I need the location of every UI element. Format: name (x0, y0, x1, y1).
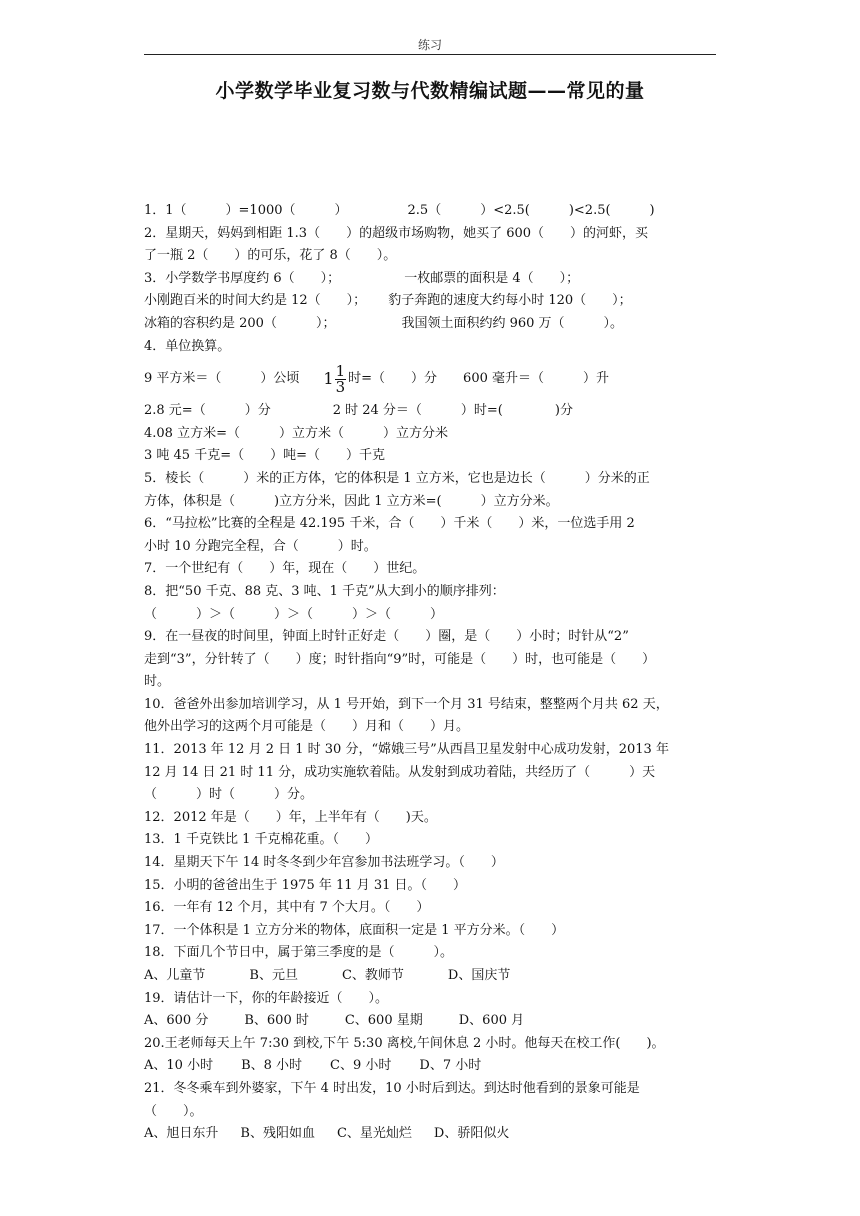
q3-part-4: 豹子奔跑的速度大约每小时 120（ ）； (388, 293, 632, 309)
question-3-line-2 (144, 290, 718, 313)
question-9-line-1: 9．在一昼夜的时间里，钟面上时针正好走（ ）圈，是（ ）小时；时针从“2” (144, 629, 629, 645)
question-11-line-2: 12 月 14 日 21 时 11 分，成功实施软着陆。从发射到成功着陆，共经历了（ ）天 (144, 764, 656, 780)
q21-option-b: B、残阳如血 (240, 1126, 315, 1142)
q4b-part-2: 2 时 24 分＝（ ）时=( )分 (332, 403, 573, 419)
q19-option-b: B、600 时 (244, 1013, 309, 1029)
question-20: 20.王老师每天上午 7:30 到校,下午 5:30 离校,午间休息 2 小时。他每天在校工作( )。 (144, 1035, 665, 1051)
q20-option-d: D、7 小时 (419, 1058, 482, 1074)
question-14: 14．星期天下午 14 时冬冬到少年宫参加书法班学习。（ ） (144, 855, 504, 871)
question-7: 7．一个世纪有（ ）年，现在（ ）世纪。 (144, 561, 426, 577)
question-6-line-2: 小时 10 分跑完全程，合（ ）时。 (144, 538, 377, 554)
question-17: 17．一个体积是 1 立方分米的物体，底面积一定是 1 平方分米。（ ） (144, 922, 565, 938)
q20-option-b: B、8 小时 (241, 1058, 303, 1074)
question-4-line-4: 3 吨 45 千克=（ ）吨=（ ）千克 (144, 448, 385, 464)
q19-option-a: A、600 分 (144, 1013, 209, 1029)
question-18: 18．下面几个节日中，属于第三季度的是（ ）。 (144, 945, 454, 961)
question-body (144, 200, 718, 1146)
mixed-fraction-whole: 1 (323, 368, 334, 388)
q1-part-2: 2.5（ ）<2.5( )<2.5( ) (407, 203, 655, 218)
question-5-line-1: 5．棱长（ ）米的正方体，它的体积是 1 立方米，它也是边长（ ）分米的正 (144, 470, 650, 486)
question-10-line-2: 他外出学习的这两个月可能是（ ）月和（ ）月。 (144, 719, 470, 735)
fraction-numerator: 1 (335, 361, 346, 380)
question-4-line-1 (144, 358, 718, 400)
question-4-line-2 (144, 400, 718, 423)
page-header: 练习 (417, 38, 442, 52)
q20-option-c: C、9 小时 (330, 1058, 392, 1074)
question-11-line-3: （ ）时（ ）分。 (144, 787, 314, 803)
question-4-line-3: 4.08 立方米=（ ）立方米（ ）立方分米 (144, 425, 448, 441)
q3-part-5: 冰箱的容积约是 200（ ）； (144, 315, 336, 331)
question-3-line-1 (144, 268, 718, 291)
q19-option-c: C、600 星期 (344, 1013, 423, 1029)
q4a-part-2: 时=（ ）分 (348, 370, 438, 386)
question-12: 12．2012 年是（ ）年，上半年有（ )天。 (144, 809, 437, 825)
question-15: 15．小明的爸爸出生于 1975 年 11 月 31 日。（ ） (144, 877, 467, 893)
question-20-options (144, 1055, 718, 1078)
header-rule (144, 54, 716, 55)
question-6-line-1: 6．“马拉松”比赛的全程是 42.195 千米，合（ ）千米（ ）米，一位选手用 2 (144, 516, 635, 532)
q3-part-3: 小刚跑百米的时间大约是 12（ ）； (144, 293, 367, 309)
q4b-part-1: 2.8 元=（ ）分 (144, 403, 271, 419)
question-19: 19．请估计一下，你的年龄接近（ ）。 (144, 990, 389, 1006)
q18-option-c: C、教师节 (341, 968, 404, 983)
question-2-line-2: 了一瓶 2（ ）的可乐，花了 8（ ）。 (144, 248, 397, 264)
question-21-line-1: 21．冬冬乘车到外婆家，下午 4 时出发，10 小时后到达。到达时他看到的景象可能是 (144, 1080, 640, 1096)
question-16: 16．一年有 12 个月，其中有 7 个大月。（ ） (144, 900, 430, 916)
q3-part-6: 我国领土面积约约 960 万（ ）。 (401, 315, 624, 331)
page-title: 小学数学毕业复习数与代数精编试题——常见的量 (215, 80, 645, 102)
q19-option-d: D、600 月 (458, 1013, 525, 1029)
question-9-line-3: 时。 (144, 674, 171, 690)
q21-option-a: A、旭日东升 (144, 1126, 219, 1142)
q18-option-b: B、元旦 (249, 968, 298, 983)
question-8-line-2: （ ）＞（ ）＞（ ）＞（ ） (144, 606, 444, 622)
question-21-options (144, 1123, 718, 1146)
question-3-line-3 (144, 313, 718, 336)
question-13: 13．1 千克铁比 1 千克棉花重。（ ） (144, 832, 378, 848)
question-19-options (144, 1010, 718, 1033)
question-4: 4．单位换算。 (144, 338, 231, 354)
q18-option-a: A、儿童节 (144, 968, 206, 983)
q3-part-2: 一枚邮票的面积是 4（ ）； (404, 270, 580, 286)
question-1 (144, 200, 718, 223)
question-10-line-1: 10．爸爸外出参加培训学习，从 1 号开始，到下一个月 31 号结束，整整两个月共 62 天， (144, 696, 669, 712)
q4a-part-1: 9 平方米＝（ ）公顷 (144, 370, 300, 386)
question-11-line-1: 11．2013 年 12 月 2 日 1 时 30 分，“嫦娥三号”从西昌卫星发射中心成功发射，2013 年 (144, 742, 669, 758)
q20-option-a: A、10 小时 (144, 1058, 214, 1074)
q3-part-1: 3．小学数学书厚度约 6（ ）； (144, 270, 341, 286)
q1-part-1: 1．1（ ）=1000（ ） (144, 203, 348, 218)
question-2-line-1: 2．星期天，妈妈到相距 1.3（ ）的超级市场购物，她买了 600（ ）的河虾，买 (144, 225, 649, 241)
q21-option-d: D、骄阳似火 (433, 1126, 510, 1142)
mixed-fraction (323, 361, 346, 396)
q21-option-c: C、星光灿烂 (336, 1126, 412, 1142)
question-8-line-1: 8．把“50 千克、88 克、3 吨、1 千克”从大到小的顺序排列： (144, 583, 505, 599)
question-18-options (144, 965, 718, 988)
q18-option-d: D、国庆节 (447, 968, 511, 983)
fraction-denominator: 3 (335, 377, 346, 396)
fraction (335, 361, 347, 396)
q4a-part-3: 600 毫升＝（ ）升 (463, 370, 609, 386)
question-9-line-2: 走到“3”，分针转了（ ）度；时针指向“9”时，可能是（ ）时，也可能是（ ） (144, 651, 656, 667)
question-5-line-2: 方体，体积是（ )立方分米，因此 1 立方米=( ）立方分米。 (144, 493, 559, 509)
question-21-line-2: （ ）。 (144, 1103, 203, 1119)
